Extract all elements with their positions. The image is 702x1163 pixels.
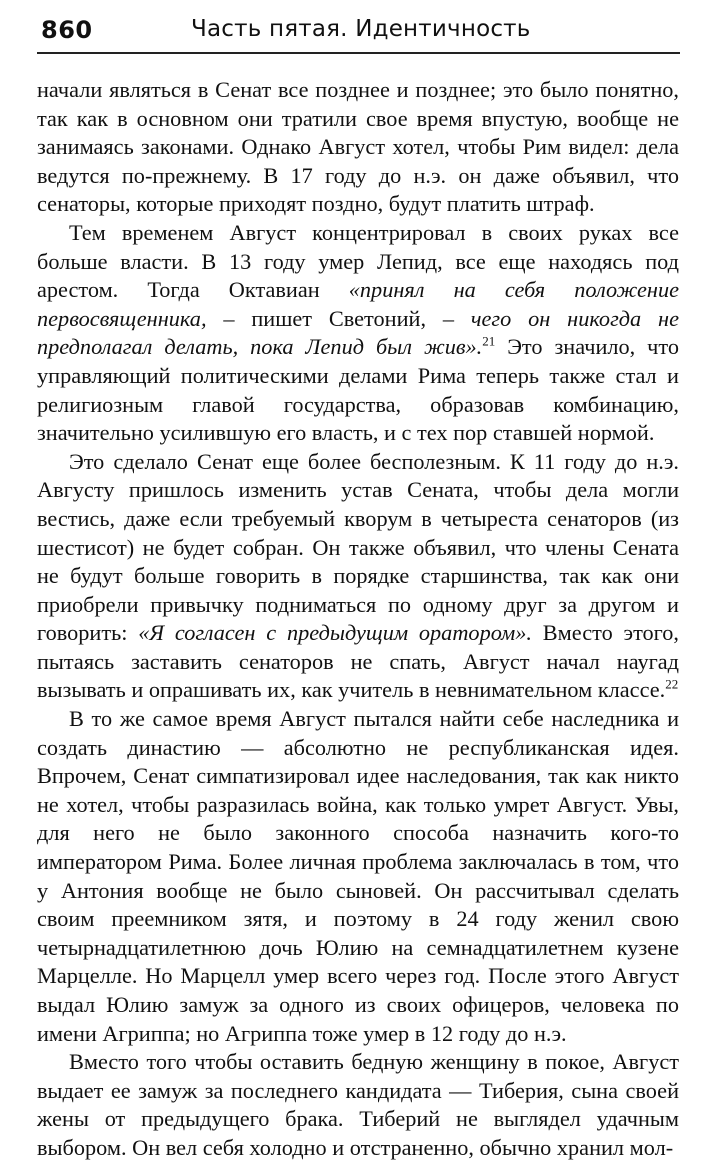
footnote-ref-21: 21 (482, 333, 496, 349)
section-title: Часть пятая. Идентичность (191, 16, 531, 42)
paragraph-3 (37, 448, 679, 705)
paragraph-continued: начали являться в Сенат все позднее и позднее; это было понятно, так как в основном они тратили свое время впустую, вообще не занимаясь законами. Однако Август хотел, чтобы Рим видел: дела ведутся по-прежнему. В 17 году до н.э. он даже объявил, что сенаторы, которые приходят поздно, будут платить штраф. (37, 77, 679, 217)
paragraph-3-text-b: Вместо этого, пытаясь заставить сенаторов не спать, Август начал наугад вызывать и опрашивать их, как учитель в невнимательном классе. (37, 620, 679, 703)
paragraph-5: Вместо того чтобы оставить бедную женщину в покое, Август выдает ее замуж за последнего кандидата — Тиберия, сына своей жены от предыдущего брака. Тиберий не выглядел удачным выбором. Он вел себя холодно и отстраненно, обычно хранил мол- (37, 1049, 679, 1160)
quote-senator: «Я согласен с предыдущим оратором». (138, 620, 532, 646)
paragraph-2-text-b: – пишет Светоний, – (206, 305, 471, 331)
page-number: 860 (41, 16, 93, 44)
paragraph-2-text-c: Это значило, что управляющий политическими делами Рима теперь также стал и религиозным главой государства, образовав комбинацию, значительно усилившую его власть, и с тех пор ставшей нормой. (37, 334, 679, 446)
paragraph-2-text-a: Тем временем Август концентрировал в своих руках все больше власти. В 13 году умер Лепид, все еще находясь под арестом. Тогда Октавиан (37, 219, 679, 303)
body-text (37, 76, 679, 1163)
header-rule (37, 52, 680, 54)
footnote-ref-22: 22 (665, 677, 679, 693)
paragraph-4: В то же самое время Август пытался найти себе наследника и создать династию — абсолютно не республиканская идея. Впрочем, Сенат симпатизировал идее наследования, так как никто не хотел, чтобы разразилась война, как только умрет Август. Увы, для него не было законного способа назначить кого-то императором Рима. Более личная проблема заключалась в том, что у Антония вообще не было сыновей. Он рассчитывал сделать своим преемником зятя, и поэтому в 24 году женил свою четырнадцатилетнюю дочь Юлию на семнадцатилетнем кузене Марцелле. Но Марцелл умер всего через год. После этого Август выдал Юлию замуж за одного из своих офицеров, человека по имени Агриппа; но Агриппа тоже умер в 12 году до н.э. (37, 706, 679, 1046)
quote-suetonius-a: «принял на себя положение первосвященника, (37, 277, 679, 331)
quote-suetonius-b: чего он никогда не предполагал делать, пока Лепид был жив». (37, 305, 679, 360)
paragraph-3-text-a: Это сделало Сенат еще более бесполезным. К 11 году до н.э. Августу пришлось изменить устав Сената, чтобы дела могли вестись, даже если требуемый кворум в четыреста сенаторов (из шестисот) не будет собран. Он также объявил, что члены Сената не будут больше говорить в порядке старшинства, так как они приобрели привычку подниматься по одному друг за другом и говорить: (37, 448, 679, 646)
paragraph-2 (37, 219, 679, 448)
running-head (37, 12, 679, 52)
